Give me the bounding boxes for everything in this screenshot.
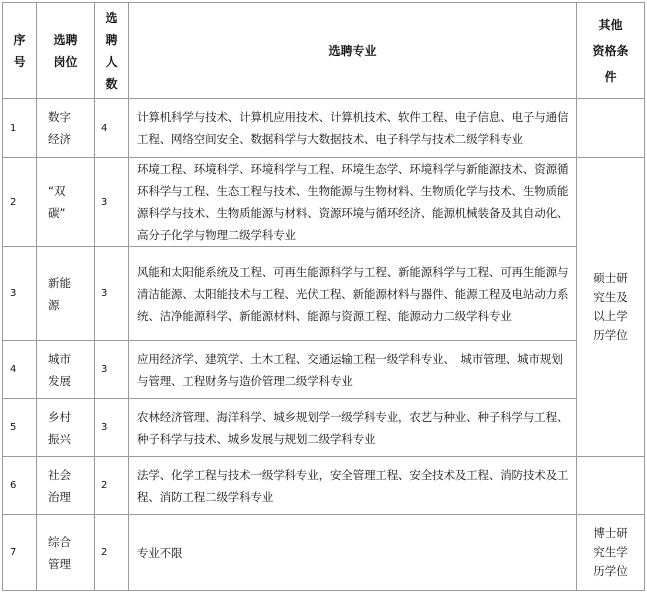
row-count: 2 [95,457,129,515]
row-count: 3 [95,399,129,457]
row-count: 4 [95,99,129,158]
row-number: 4 [3,341,37,399]
header-qual: 其他 资格条 件 [577,3,645,99]
qual-empty [577,457,645,515]
header-count: 选 聘 人 数 [95,3,129,99]
table-row [3,99,645,158]
table-row [3,247,645,341]
row-position: 数字 经济 [37,99,95,158]
row-major: 环境工程、环境科学、环境科学与工程、环境生态学、环境科学与新能源技术、资源循环科学与工程、生态工程与技术、生物能源与生物材料、生物质化学与技术、生物质能源科学与技术、生物质能源与材料、资源环境与循环经济、能源机械装备及其自动化、高分子化学与物理二级学科专业 [129,158,577,247]
header-major: 选聘专业 [129,3,577,99]
table-row [3,341,645,399]
row-number: 6 [3,457,37,515]
row-count: 2 [95,515,129,591]
row-position: 综合 管理 [37,515,95,591]
row-major: 专业不限 [129,515,577,591]
qual-masters: 硕士研 究生及 以上学 历学位 [577,158,645,457]
header-position: 选聘 岗位 [37,3,95,99]
row-major: 农林经济管理、海洋科学、城乡规划学一级学科专业，农艺与种业、种子科学与工程、种子科学与技术、城乡发展与规划二级学科专业 [129,399,577,457]
table-row [3,457,645,515]
row-number: 2 [3,158,37,247]
row-major: 风能和太阳能系统及工程、可再生能源科学与工程、新能源科学与工程、可再生能源与清洁能源、太阳能技术与工程、光伏工程、新能源材料与器件、能源工程及电站动力系统、洁净能源科学、新能源材料、能源与资源工程、能源动力二级学科专业 [129,247,577,341]
row-count: 3 [95,341,129,399]
header-seq: 序 号 [3,3,37,99]
row-position: 城市 发展 [37,341,95,399]
table-header-row [3,3,645,99]
row-count: 3 [95,247,129,341]
table-row [3,399,645,457]
row-position: “双 碳” [37,158,95,247]
recruitment-table [2,2,645,591]
row-number: 5 [3,399,37,457]
table-row [3,158,645,247]
row-major: 法学、化学工程与技术一级学科专业，安全管理工程、安全技术及工程、消防技术及工程、消防工程二级学科专业 [129,457,577,515]
row-major: 计算机科学与技术、计算机应用技术、计算机技术、软件工程、电子信息、电子与通信工程、网络空间安全、数据科学与大数据技术、电子科学与技术二级学科专业 [129,99,577,158]
row-count: 3 [95,158,129,247]
qual-empty [577,99,645,158]
row-number: 7 [3,515,37,591]
row-major: 应用经济学、建筑学、土木工程、交通运输工程一级学科专业、 城市管理、城市规划与管理、工程财务与造价管理二级学科专业 [129,341,577,399]
row-number: 3 [3,247,37,341]
qual-doctoral: 博士研 究生学 历学位 [577,515,645,591]
row-number: 1 [3,99,37,158]
table-row [3,515,645,591]
row-position: 新能 源 [37,247,95,341]
row-position: 社会 治理 [37,457,95,515]
row-position: 乡村 振兴 [37,399,95,457]
